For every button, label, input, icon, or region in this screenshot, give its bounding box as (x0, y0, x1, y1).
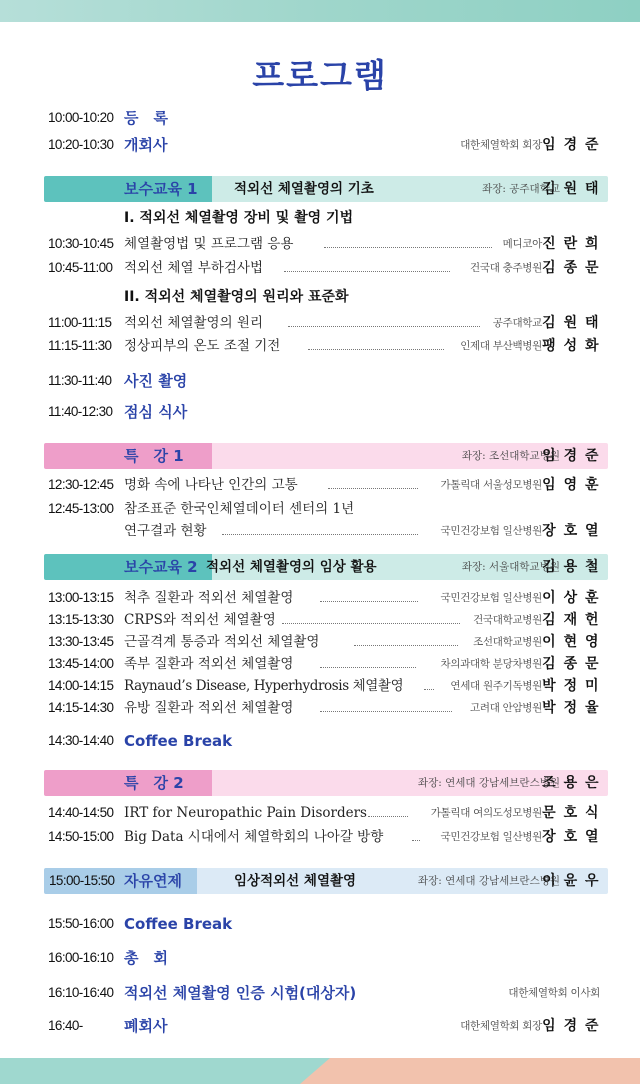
time: 13:00-13:15 (48, 590, 114, 605)
leader-dots (282, 623, 460, 624)
leader-dots (324, 247, 492, 248)
affiliation: 대한체열학회 회장 (460, 1020, 542, 1032)
chair-name: 임 경 준 (542, 448, 600, 464)
chair-label: 좌장: 공주대학교 (482, 183, 560, 195)
schedule-row (0, 946, 640, 970)
time: 14:40-14:50 (48, 805, 114, 820)
talk-topic: 근골격계 통증과 적외선 체열촬영 (124, 634, 320, 650)
time: 16:00-16:10 (48, 950, 114, 965)
speaker-name: 김 종 문 (542, 260, 600, 276)
chair-label: 좌장: 연세대 강남세브란스병원 (417, 875, 560, 887)
talk-row (0, 334, 640, 358)
talk-row (0, 586, 640, 610)
talk-row (0, 256, 640, 280)
chair-label: 좌장: 서울대학교병원 (461, 561, 560, 573)
talk-row (0, 801, 640, 825)
time: 15:50-16:00 (48, 916, 114, 931)
speaker-name: 장 호 열 (542, 523, 600, 539)
time: 13:15-13:30 (48, 612, 114, 627)
leader-dots (284, 271, 450, 272)
event-label: 총 회 (124, 949, 168, 967)
speaker-name: 진 란 희 (542, 236, 600, 252)
speaker-name: 박 정 율 (542, 700, 600, 716)
talk-topic: CRPS와 적외선 체열촬영 (124, 612, 276, 628)
leader-dots (412, 840, 420, 841)
schedule-row (0, 981, 640, 1005)
affiliation: 차의과대학 분당차병원 (440, 658, 542, 670)
free-paper-subtitle: 임상적외선 체열촬영 (234, 873, 357, 889)
talk-topic: 유방 질환과 적외선 체열촬영 (124, 700, 294, 716)
schedule-row (0, 106, 640, 130)
chair-name: 김 용 철 (542, 559, 600, 575)
time: 14:00-14:15 (48, 678, 114, 693)
talk-topic: 적외선 체열촬영의 원리 (124, 315, 263, 331)
session-title: 보수교육 2 (124, 558, 198, 576)
event-label: Coffee Break (124, 732, 233, 750)
time: 13:30-13:45 (48, 634, 114, 649)
speaker-name: 임 영 훈 (542, 477, 600, 493)
leader-dots (320, 667, 416, 668)
time: 10:20-10:30 (48, 137, 114, 152)
speaker-name: 임 경 준 (542, 1018, 600, 1034)
time: 14:50-15:00 (48, 829, 114, 844)
affiliation: 메디코아 (502, 238, 542, 250)
talk-topic: 체열촬영법 및 프로그램 응용 (124, 236, 294, 252)
affiliation: 국민건강보험 일산병원 (440, 831, 542, 843)
schedule-row (0, 133, 640, 157)
leader-dots (308, 349, 444, 350)
session-band-1 (44, 176, 608, 202)
leader-dots (222, 534, 418, 535)
event-label: 점심 식사 (124, 403, 188, 421)
speaker-name: 장 호 열 (542, 829, 600, 845)
talk-topic: 족부 질환과 적외선 체열촬영 (124, 656, 294, 672)
talk-topic: 적외선 체열 부하검사법 (124, 260, 263, 276)
lecture-title: 특 강 2 (124, 774, 184, 792)
time: 15:00-15:50 (49, 873, 115, 888)
free-paper-title: 자유연제 (124, 872, 182, 890)
time: 11:00-11:15 (48, 315, 112, 330)
bottom-decoration-strip (0, 1058, 640, 1084)
talk-topic: 명화 속에 나타난 인간의 고통 (124, 477, 298, 493)
free-paper-band (44, 868, 608, 894)
affiliation: 연세대 원주기독병원 (450, 680, 542, 692)
schedule-row (0, 729, 640, 753)
time: 16:10-16:40 (48, 985, 114, 1000)
session-subtitle: 적외선 체열촬영의 기초 (234, 181, 374, 197)
speaker-name: 임 경 준 (542, 137, 600, 153)
event-label: 사진 촬영 (124, 372, 188, 390)
chair-label: 좌장: 연세대 강남세브란스병원 (417, 777, 560, 789)
affiliation: 대한체열학회 회장 (460, 139, 542, 151)
session-subtitle: 적외선 체열촬영의 임상 활용 (206, 559, 377, 575)
talk-row (0, 825, 640, 849)
talk-row (0, 311, 640, 335)
affiliation: 건국대학교병원 (473, 614, 542, 626)
event-label: 적외선 체열촬영 인증 시험(대상자) (124, 984, 357, 1002)
speaker-name: 팽 성 화 (542, 338, 600, 354)
affiliation: 가톨릭대 여의도성모병원 (430, 807, 542, 819)
talk-row (0, 497, 640, 543)
page-title: 프로그램 (252, 56, 388, 95)
part-title: I. 적외선 체열촬영 장비 및 촬영 기법 (124, 210, 354, 226)
affiliation: 고려대 안암병원 (470, 702, 542, 714)
leader-dots (320, 711, 452, 712)
lecture-title: 특 강 1 (124, 447, 184, 465)
leader-dots (320, 601, 418, 602)
affiliation: 국민건강보험 일산병원 (440, 525, 542, 537)
talk-topic: Raynaud’s Disease, Hyperhydrosis 체열촬영 (124, 678, 404, 694)
leader-dots (328, 488, 418, 489)
time: 14:15-14:30 (48, 700, 114, 715)
talk-row (0, 232, 640, 256)
lecture-band-2 (44, 770, 608, 796)
chair-name: 김 원 태 (542, 181, 600, 197)
session-band-2 (44, 554, 608, 580)
speaker-name: 김 종 문 (542, 656, 600, 672)
time: 11:30-11:40 (48, 373, 112, 388)
time: 10:30-10:45 (48, 236, 114, 251)
time: 13:45-14:00 (48, 656, 114, 671)
chair-name: 조 용 은 (542, 775, 600, 791)
speaker-name: 이 상 훈 (542, 590, 600, 606)
session-title: 보수교육 1 (124, 180, 198, 198)
talk-topic: IRT for Neuropathic Pain Disorders (124, 805, 367, 821)
speaker-name: 문 호 식 (542, 805, 600, 821)
talk-row (0, 473, 640, 497)
talk-row (0, 608, 640, 632)
lecture-band-1 (44, 443, 608, 469)
speaker-name: 이 현 영 (542, 634, 600, 650)
schedule-row (0, 1014, 640, 1038)
affiliation: 국민건강보험 일산병원 (440, 592, 542, 604)
time: 10:45-11:00 (48, 260, 113, 275)
event-label: 등 록 (124, 109, 168, 127)
talk-topic-line2: 연구결과 현황 (124, 523, 207, 539)
part-heading (0, 206, 640, 230)
talk-topic: 정상피부의 온도 조절 기전 (124, 338, 281, 354)
speaker-name: 박 정 미 (542, 678, 600, 694)
chair-name: 이 윤 우 (542, 873, 600, 889)
schedule-row (0, 912, 640, 936)
talk-row (0, 674, 640, 698)
schedule-row (0, 400, 640, 424)
talk-row (0, 630, 640, 654)
speaker-name: 김 재 헌 (542, 612, 600, 628)
affiliation: 조선대학교병원 (473, 636, 542, 648)
part-title: II. 적외선 체열촬영의 원리와 표준화 (124, 289, 349, 305)
affiliation: 대한체열학회 이사회 (508, 987, 600, 999)
time: 14:30-14:40 (48, 733, 114, 748)
leader-dots (424, 689, 434, 690)
time: 12:30-12:45 (48, 477, 114, 492)
affiliation: 인제대 부산백병원 (460, 340, 542, 352)
schedule-row (0, 369, 640, 393)
chair-label: 좌장: 조선대학교병원 (461, 450, 560, 462)
event-label: Coffee Break (124, 915, 233, 933)
event-label: 폐회사 (124, 1017, 168, 1035)
leader-dots (368, 816, 408, 817)
talk-topic: Big Data 시대에서 체열학회의 나아갈 방향 (124, 829, 384, 845)
affiliation: 가톨릭대 서울성모병원 (440, 479, 542, 491)
time: 12:45-13:00 (48, 501, 114, 516)
event-label: 개회사 (124, 136, 168, 154)
leader-dots (354, 645, 458, 646)
speaker-name: 김 원 태 (542, 315, 600, 331)
time: 11:15-11:30 (48, 338, 112, 353)
talk-topic: 참조표준 한국인체열데이터 센터의 1년 (124, 501, 355, 517)
talk-topic: 척추 질환과 적외선 체열촬영 (124, 590, 294, 606)
time: 10:00-10:20 (48, 110, 114, 125)
time: 11:40-12:30 (48, 404, 113, 419)
talk-row (0, 652, 640, 676)
affiliation: 건국대 충주병원 (470, 262, 542, 274)
talk-row (0, 696, 640, 720)
top-decoration-strip (0, 0, 640, 22)
affiliation: 공주대학교 (492, 317, 542, 329)
part-heading (0, 285, 640, 309)
leader-dots (288, 326, 480, 327)
time: 16:40- (48, 1018, 83, 1033)
